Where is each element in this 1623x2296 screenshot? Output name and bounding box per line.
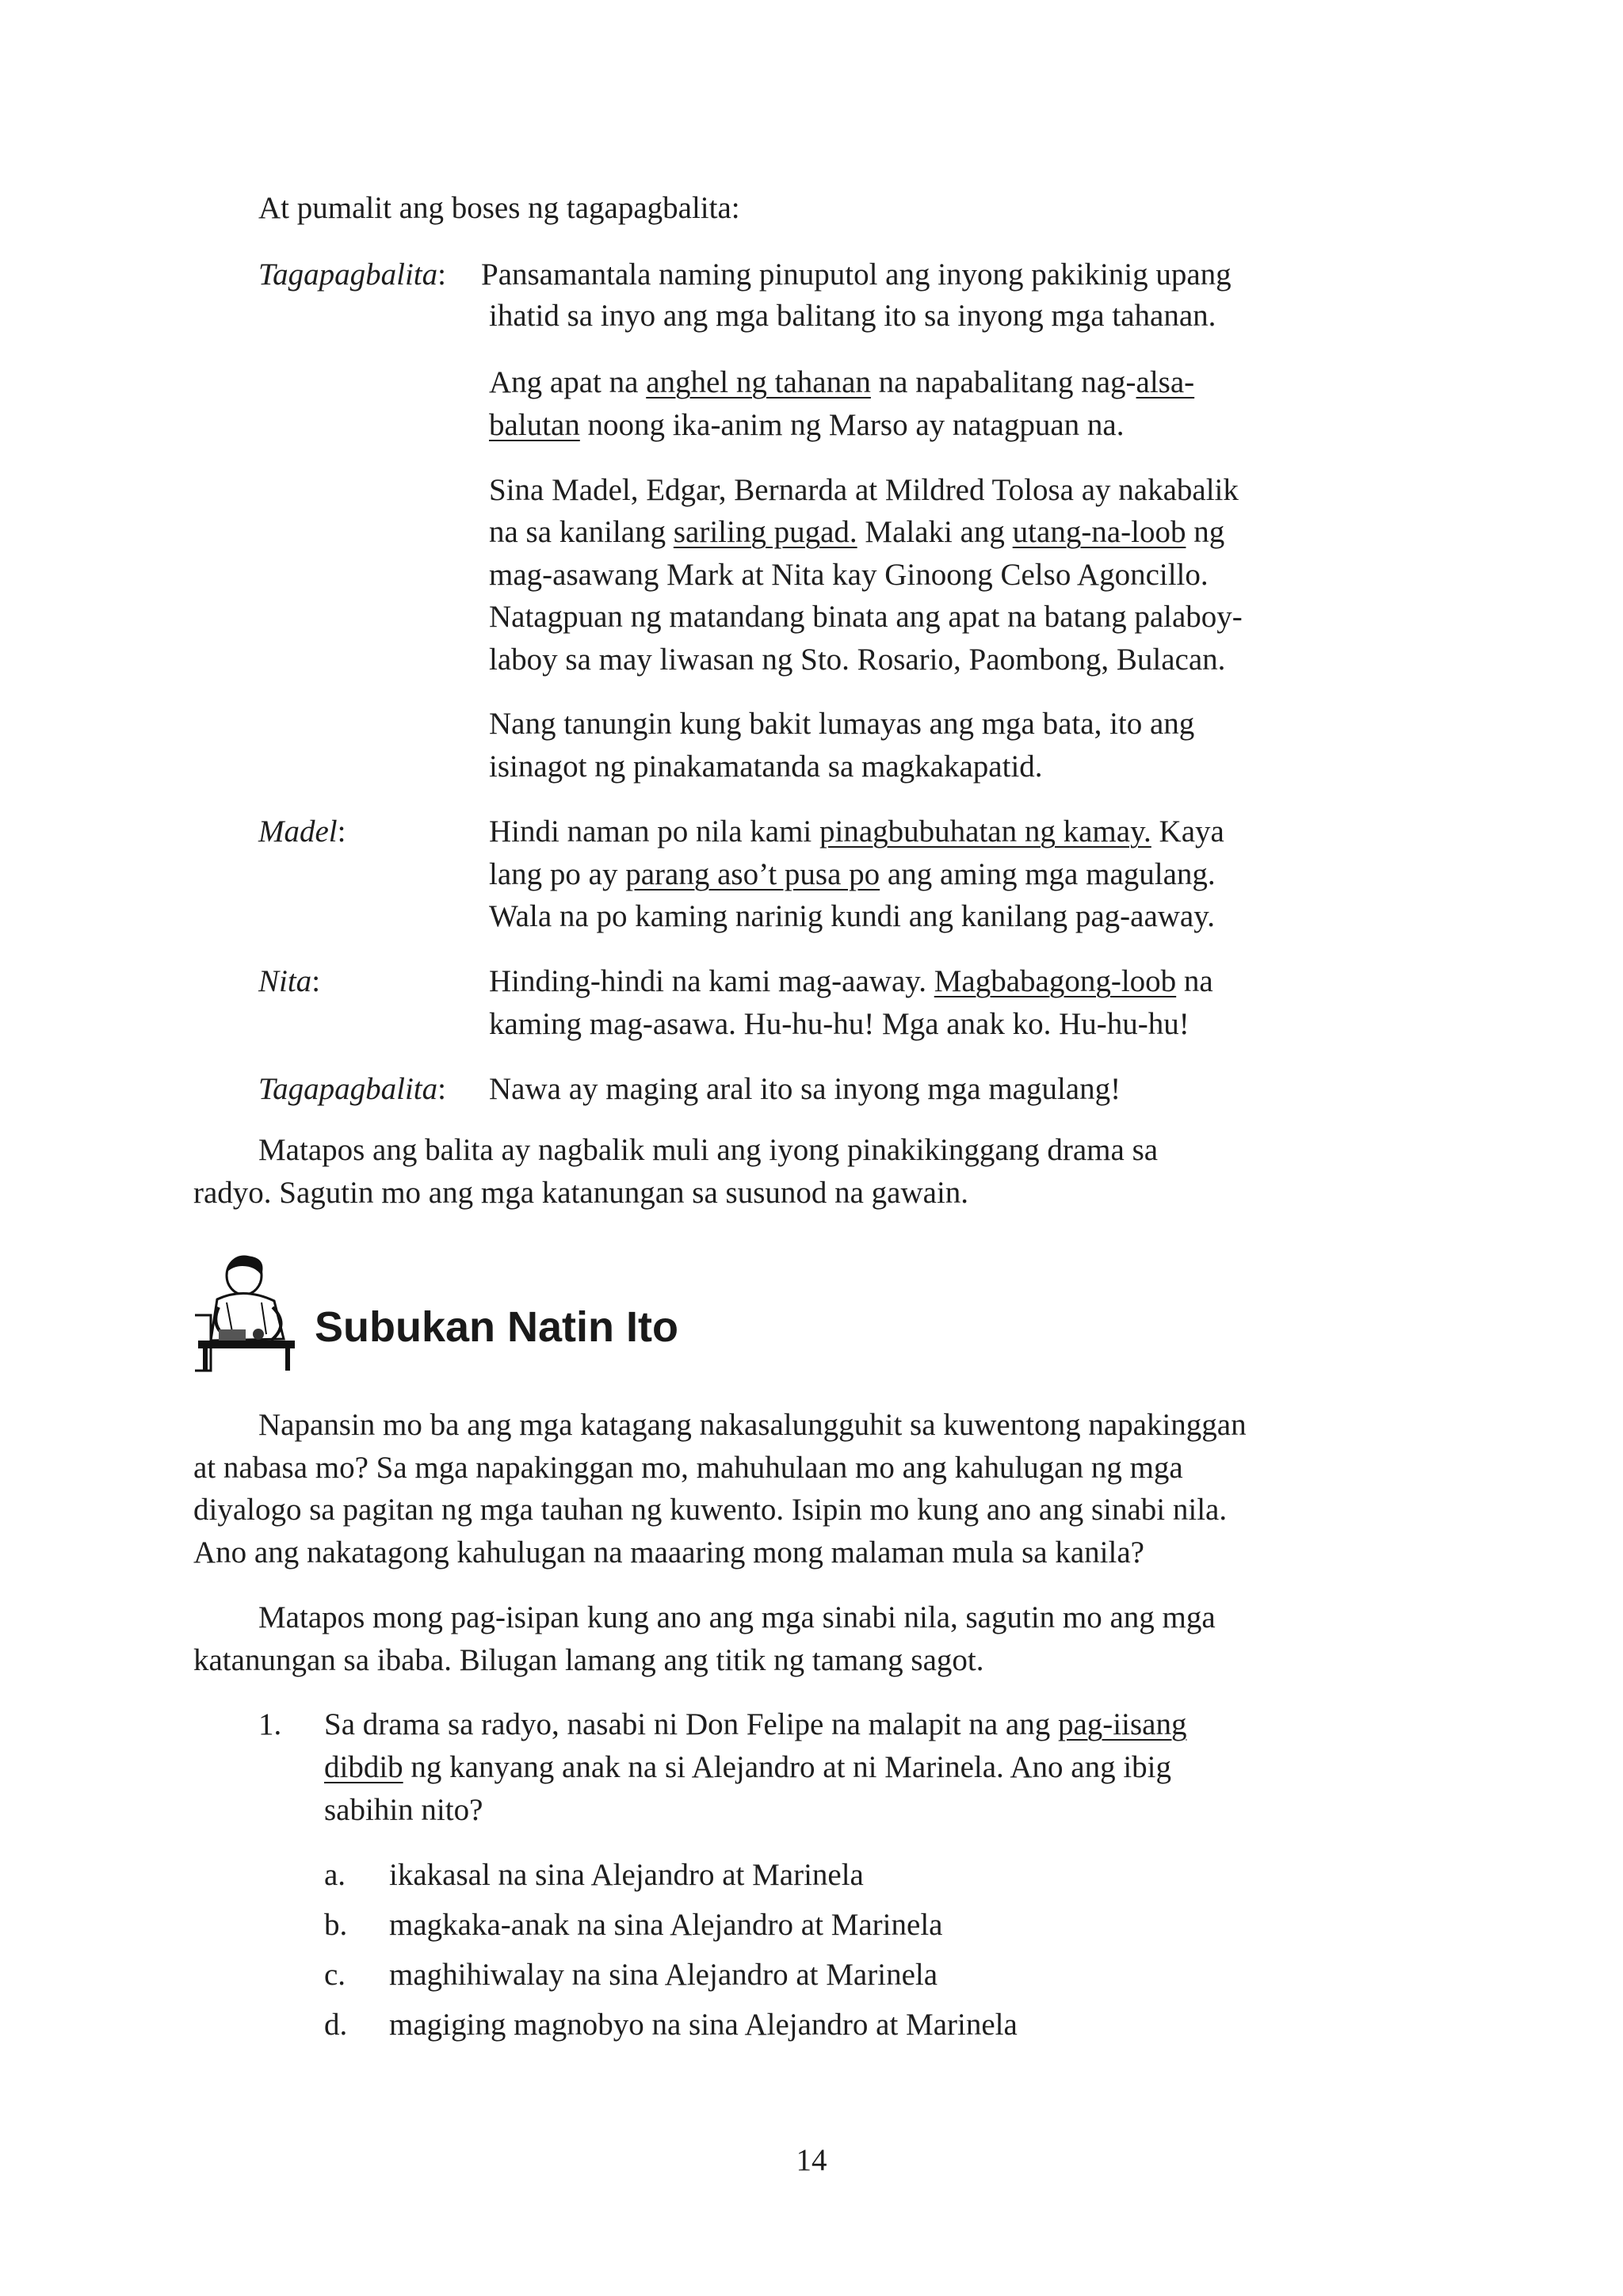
page-number: 14 <box>796 2143 827 2177</box>
news-line: isinagot ng pinakamatanda sa magkakapatid. <box>489 749 1043 784</box>
body-line: radyo. Sagutin mo ang mga katanungan sa susunod na gawain. <box>193 1176 969 1210</box>
student-working-icon <box>195 1252 298 1372</box>
underlined-phrase: sariling pugad. <box>673 515 857 549</box>
speaker-label: Tagapagbalita: <box>258 257 446 292</box>
news-line: na sa kanilang sariling pugad. Malaki ang utang-na-loob ng <box>489 515 1225 549</box>
dialogue-line: Wala na po kaming narinig kundi ang kanilang pag-aaway. <box>489 899 1215 933</box>
body-line: katanungan sa ibaba. Bilugan lamang ang titik ng tamang sagot. <box>193 1643 984 1677</box>
choice-text: ikakasal na sina Alejandro at Marinela <box>389 1858 864 1892</box>
speaker-label: Madel: <box>258 814 346 849</box>
underlined-phrase: balutan <box>489 408 580 442</box>
question-line: sabihin nito? <box>324 1793 483 1827</box>
news-line: balutan noong ika-anim ng Marso ay natagpuan na. <box>489 408 1125 442</box>
body-line: Napansin mo ba ang mga katagang nakasalungguhit sa kuwentong napakinggan <box>258 1408 1247 1442</box>
body-line: Matapos ang balita ay nagbalik muli ang iyong pinakikinggang drama sa <box>258 1133 1159 1167</box>
speaker-label: Nita: <box>258 964 321 998</box>
body-line: at nabasa mo? Sa mga napakinggan mo, mahuhulaan mo ang kahulugan ng mga <box>193 1451 1183 1485</box>
intro-line: At pumalit ang boses ng tagapagbalita: <box>258 191 740 225</box>
news-line: Nang tanungin kung bakit lumayas ang mga bata, ito ang <box>489 707 1195 741</box>
question-number: 1. <box>258 1707 282 1741</box>
choice-text: magkaka-anak na sina Alejandro at Marinela <box>389 1908 943 1942</box>
choice-letter: c. <box>324 1958 346 1992</box>
underlined-phrase: alsa- <box>1136 365 1195 399</box>
news-line: ihatid sa inyo ang mga balitang ito sa inyong mga tahanan. <box>489 299 1216 333</box>
underlined-phrase: parang aso’t pusa po <box>625 857 880 891</box>
closing-line: Nawa ay maging aral ito sa inyong mga magulang! <box>489 1072 1121 1106</box>
question-line: Sa drama sa radyo, nasabi ni Don Felipe na malapit na ang pag-iisang <box>324 1707 1187 1741</box>
body-line: Matapos mong pag-isipan kung ano ang mga sinabi nila, sagutin mo ang mga <box>258 1600 1216 1634</box>
question-line: dibdib ng kanyang anak na si Alejandro at ni Marinela. Ano ang ibig <box>324 1750 1172 1784</box>
choice-letter: d. <box>324 2008 348 2042</box>
underlined-phrase: dibdib <box>324 1750 403 1784</box>
underlined-phrase: utang-na-loob <box>1012 515 1186 549</box>
news-line: Natagpuan ng matandang binata ang apat na batang palaboy- <box>489 600 1243 634</box>
dialogue-line: kaming mag-asawa. Hu-hu-hu! Mga anak ko. Hu-hu-hu! <box>489 1007 1190 1041</box>
body-line: Ano ang nakatagong kahulugan na maaaring mong malaman mula sa kanila? <box>193 1535 1144 1569</box>
news-line: Ang apat na anghel ng tahanan na napabalitang nag-alsa- <box>489 365 1195 399</box>
underlined-phrase: Magbabagong-loob <box>934 964 1177 998</box>
underlined-phrase: anghel ng tahanan <box>646 365 871 399</box>
dialogue-line: Hinding-hindi na kami mag-aaway. Magbabagong-loob na <box>489 964 1213 998</box>
choice-text: magiging magnobyo na sina Alejandro at Marinela <box>389 2008 1018 2042</box>
underlined-phrase: pinagbubuhatan ng kamay. <box>819 814 1151 849</box>
dialogue-line: lang po ay parang aso’t pusa po ang aming mga magulang. <box>489 857 1216 891</box>
dialogue-line: Hindi naman po nila kami pinagbubuhatan ng kamay. Kaya <box>489 814 1224 849</box>
speaker-label: Tagapagbalita: <box>258 1072 446 1106</box>
choice-letter: a. <box>324 1858 346 1892</box>
news-line: Pansamantala naming pinuputol ang inyong pakikinig upang <box>481 257 1232 292</box>
news-line: laboy sa may liwasan ng Sto. Rosario, Paombong, Bulacan. <box>489 643 1226 677</box>
choice-text: maghihiwalay na sina Alejandro at Marinela <box>389 1958 938 1992</box>
body-line: diyalogo sa pagitan ng mga tauhan ng kuwento. Isipin mo kung ano ang sinabi nila. <box>193 1493 1228 1527</box>
underlined-phrase: pag-iisang <box>1057 1707 1187 1741</box>
section-heading: Subukan Natin Ito <box>315 1303 678 1351</box>
choice-letter: b. <box>324 1908 348 1942</box>
news-line: Sina Madel, Edgar, Bernarda at Mildred Tolosa ay nakabalik <box>489 473 1239 507</box>
news-line: mag-asawang Mark at Nita kay Ginoong Celso Agoncillo. <box>489 558 1209 592</box>
